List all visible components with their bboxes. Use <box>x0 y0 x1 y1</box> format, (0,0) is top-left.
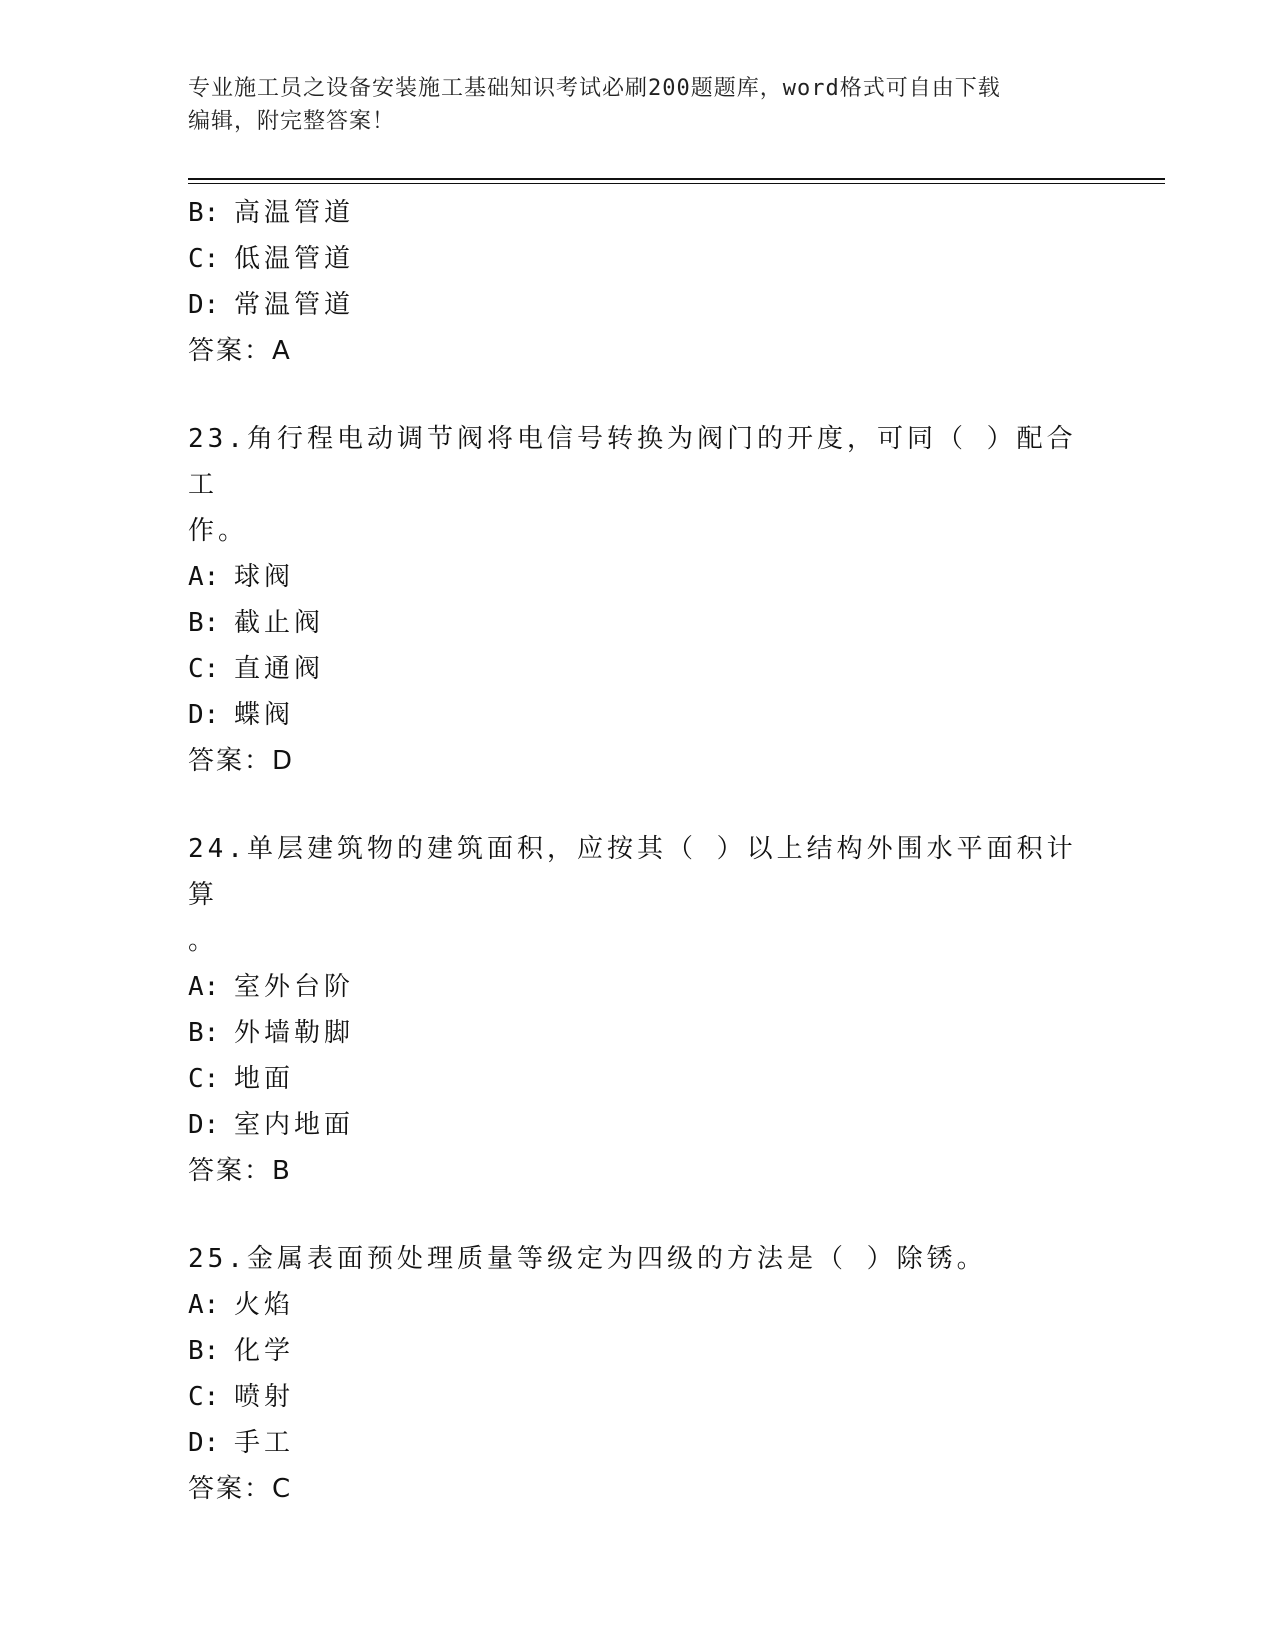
option-text: 室外台阶 <box>234 972 355 1002</box>
question-block-24 <box>188 826 1088 1194</box>
option-letter: B: <box>188 198 220 228</box>
option-text: 喷射 <box>234 1382 295 1412</box>
option-text: 化学 <box>234 1336 295 1366</box>
option-letter: B: <box>188 1018 220 1048</box>
question-block-22 <box>188 190 1088 374</box>
option-a <box>188 964 1088 1010</box>
answer-line: 答案：D <box>188 746 295 776</box>
answer-line: 答案：A <box>188 336 292 366</box>
option-text: 室内地面 <box>234 1110 355 1140</box>
option-b <box>188 190 1088 236</box>
question-text-line-2: 。 <box>188 926 219 956</box>
option-a <box>188 554 1088 600</box>
option-text: 手工 <box>234 1428 295 1458</box>
option-c <box>188 236 1088 282</box>
option-letter: C: <box>188 1064 220 1094</box>
option-text: 火焰 <box>234 1290 295 1320</box>
option-a <box>188 1282 1088 1328</box>
option-letter: B: <box>188 608 220 638</box>
document-body <box>188 190 1088 1512</box>
option-letter: C: <box>188 654 220 684</box>
option-text: 外墙勒脚 <box>234 1018 355 1048</box>
option-text: 高温管道 <box>234 198 355 228</box>
option-letter: D: <box>188 700 220 730</box>
question-text <box>188 826 1088 964</box>
header-line-2: 编辑，附完整答案！ <box>188 109 396 134</box>
option-c <box>188 1374 1088 1420</box>
answer-line: 答案：C <box>188 1474 293 1504</box>
option-letter: A: <box>188 972 220 1002</box>
option-letter: D: <box>188 1110 220 1140</box>
header-rule-thin <box>188 183 1165 184</box>
option-letter: D: <box>188 290 220 320</box>
option-text: 低温管道 <box>234 244 355 274</box>
question-text-line-1: 25.金属表面预处理质量等级定为四级的方法是（ ）除锈。 <box>188 1244 987 1274</box>
option-letter: B: <box>188 1336 220 1366</box>
question-text-line-1: 24.单层建筑物的建筑面积，应按其（ ）以上结构外围水平面积计算 <box>188 834 1077 910</box>
option-letter: A: <box>188 562 220 592</box>
option-d <box>188 1420 1088 1466</box>
option-text: 球阀 <box>234 562 295 592</box>
header-line-1: 专业施工员之设备安装施工基础知识考试必刷200题题库，word格式可自由下载 <box>188 76 1001 101</box>
option-text: 截止阀 <box>234 608 325 638</box>
answer-line: 答案：B <box>188 1156 292 1186</box>
option-letter: A: <box>188 1290 220 1320</box>
option-b <box>188 1010 1088 1056</box>
option-d <box>188 692 1088 738</box>
question-text-line-2: 作。 <box>188 516 249 546</box>
question-text <box>188 416 1088 554</box>
option-text: 直通阀 <box>234 654 325 684</box>
question-text-line-1: 23.角行程电动调节阀将电信号转换为阀门的开度，可同（ ）配合工 <box>188 424 1077 500</box>
question-block-25 <box>188 1236 1088 1512</box>
option-letter: D: <box>188 1428 220 1458</box>
option-b <box>188 1328 1088 1374</box>
option-letter: C: <box>188 1382 220 1412</box>
option-text: 常温管道 <box>234 290 355 320</box>
option-b <box>188 600 1088 646</box>
header-rule-thick <box>188 178 1165 180</box>
option-letter: C: <box>188 244 220 274</box>
question-text <box>188 1236 1088 1282</box>
option-d <box>188 282 1088 328</box>
option-d <box>188 1102 1088 1148</box>
option-c <box>188 1056 1088 1102</box>
option-c <box>188 646 1088 692</box>
option-text: 地面 <box>234 1064 295 1094</box>
question-block-23 <box>188 416 1088 784</box>
document-header <box>188 72 1088 138</box>
option-text: 蝶阀 <box>234 700 295 730</box>
